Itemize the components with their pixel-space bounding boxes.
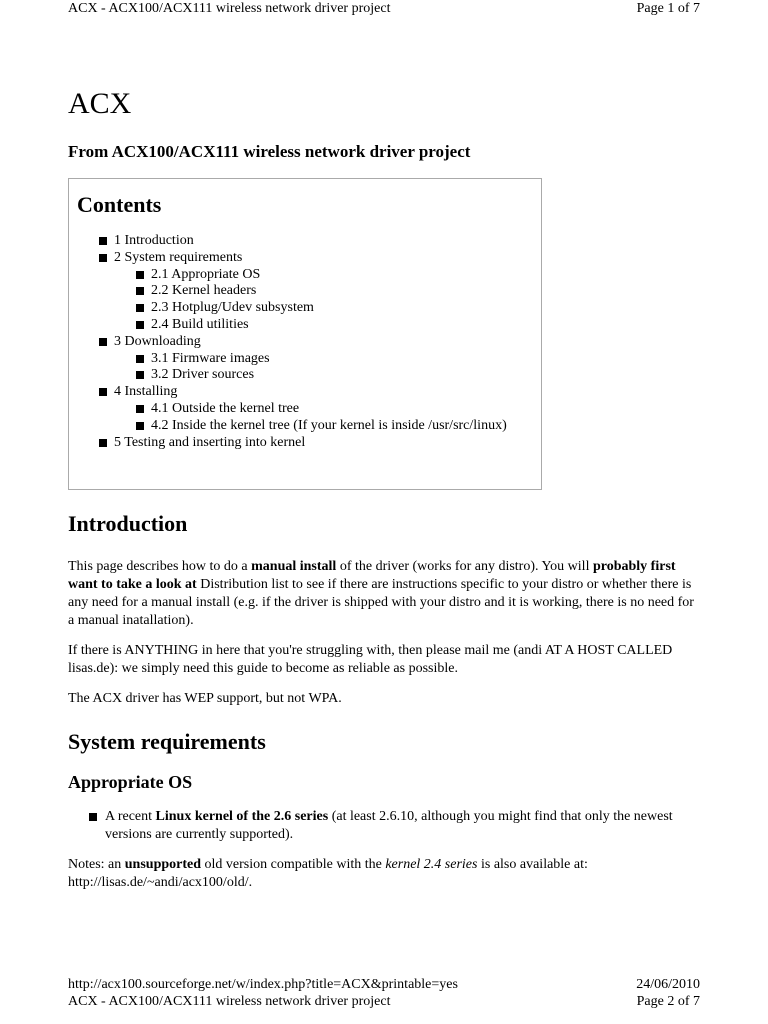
- intro-paragraph-2: If there is ANYTHING in here that you're struggling with, then please mail me (andi AT A HOST CALLED lisas.de): we simply need this guide to become as reliable as possible.: [68, 643, 673, 676]
- toc-link[interactable]: 3.2 Driver sources: [151, 367, 255, 383]
- table-of-contents: [68, 178, 542, 490]
- toc-sublist: [77, 267, 533, 334]
- footer-date: 24/06/2010: [636, 977, 700, 992]
- intro-paragraph-1: This page describes how to do a manual install of the driver (works for any distro). You will probably first want to take a look at Distribution list to see if there are instructions specific to your distro or whether there is any need for a manual install (e.g. if the driver is shipped with your distro and it is working, there is no need for a manual inatallation).: [68, 559, 694, 628]
- bullet-icon: [136, 371, 144, 379]
- toc-subitem[interactable]: [77, 300, 533, 317]
- toc-link[interactable]: 5 Testing and inserting into kernel: [114, 434, 306, 450]
- toc-link[interactable]: 4.1 Outside the kernel tree: [151, 400, 300, 416]
- bullet-icon: [136, 422, 144, 430]
- next-page-header-title: ACX - ACX100/ACX111 wireless network driver project: [68, 994, 391, 1009]
- page-title: ACX: [68, 87, 132, 120]
- bullet-icon: [136, 321, 144, 329]
- toc-link[interactable]: 2.4 Build utilities: [151, 316, 249, 332]
- toc-list: [77, 384, 533, 401]
- toc-link[interactable]: 3 Downloading: [114, 333, 201, 349]
- toc-list: [77, 233, 533, 267]
- toc-link[interactable]: 4 Installing: [114, 384, 178, 400]
- bullet-icon: [99, 254, 107, 262]
- bullet-icon: [136, 355, 144, 363]
- bullet-icon: [136, 405, 144, 413]
- bullet-icon: [89, 813, 97, 821]
- intro-paragraph-3: The ACX driver has WEP support, but not WPA.: [68, 691, 342, 706]
- toc-subitem[interactable]: [77, 418, 533, 435]
- toc-item[interactable]: [77, 233, 533, 250]
- toc-item[interactable]: [77, 334, 533, 351]
- toc-link[interactable]: 3.1 Firmware images: [151, 350, 270, 366]
- toc-subitem[interactable]: [77, 367, 533, 384]
- section-heading-introduction: Introduction: [68, 511, 188, 536]
- toc-subitem[interactable]: [77, 351, 533, 368]
- toc-subitem[interactable]: [77, 317, 533, 334]
- running-header-page: Page 1 of 7: [636, 1, 700, 16]
- bullet-icon: [99, 237, 107, 245]
- bullet-icon: [136, 304, 144, 312]
- toc-sublist: [77, 401, 533, 435]
- toc-item[interactable]: [77, 250, 533, 267]
- footer-url[interactable]: http://acx100.sourceforge.net/w/index.php?title=ACX&printable=yes: [68, 977, 458, 992]
- article: [68, 84, 700, 892]
- requirements-list: [68, 808, 700, 844]
- toc-subitem[interactable]: [77, 401, 533, 418]
- toc-subitem[interactable]: [77, 267, 533, 284]
- toc-subitem[interactable]: [77, 283, 533, 300]
- next-page-header-page: Page 2 of 7: [636, 994, 700, 1009]
- toc-item[interactable]: [77, 384, 533, 401]
- running-header-title: ACX - ACX100/ACX111 wireless network driver project: [68, 1, 391, 16]
- toc-title: Contents: [77, 192, 162, 217]
- page-subtitle: From ACX100/ACX111 wireless network driver project: [68, 142, 471, 161]
- bullet-icon: [99, 439, 107, 447]
- bullet-icon: [136, 271, 144, 279]
- toc-list: [77, 334, 533, 351]
- toc-link[interactable]: 2.3 Hotplug/Udev subsystem: [151, 300, 314, 316]
- toc-link[interactable]: 2.1 Appropriate OS: [151, 266, 261, 282]
- section-heading-system-requirements: System requirements: [68, 729, 266, 754]
- toc-item[interactable]: [77, 435, 533, 452]
- toc-sublist: [77, 351, 533, 385]
- toc-link[interactable]: 2 System requirements: [114, 249, 243, 265]
- bullet-icon: [99, 388, 107, 396]
- bullet-icon: [136, 287, 144, 295]
- subsection-heading-appropriate-os: Appropriate OS: [68, 772, 193, 792]
- list-item: A recent Linux kernel of the 2.6 series (at least 2.6.10, although you might find that only the newest versions are currently supported).: [68, 808, 700, 844]
- toc-list: [77, 435, 533, 452]
- toc-link[interactable]: 4.2 Inside the kernel tree (If your kernel is inside /usr/src/linux): [151, 417, 507, 433]
- bullet-icon: [99, 338, 107, 346]
- toc-link[interactable]: 1 Introduction: [114, 233, 194, 248]
- notes-paragraph: Notes: an unsupported old version compatible with the kernel 2.4 series is also available at: http://lisas.de/~andi/acx100/old/.: [68, 857, 588, 890]
- toc-link[interactable]: 2.2 Kernel headers: [151, 283, 257, 299]
